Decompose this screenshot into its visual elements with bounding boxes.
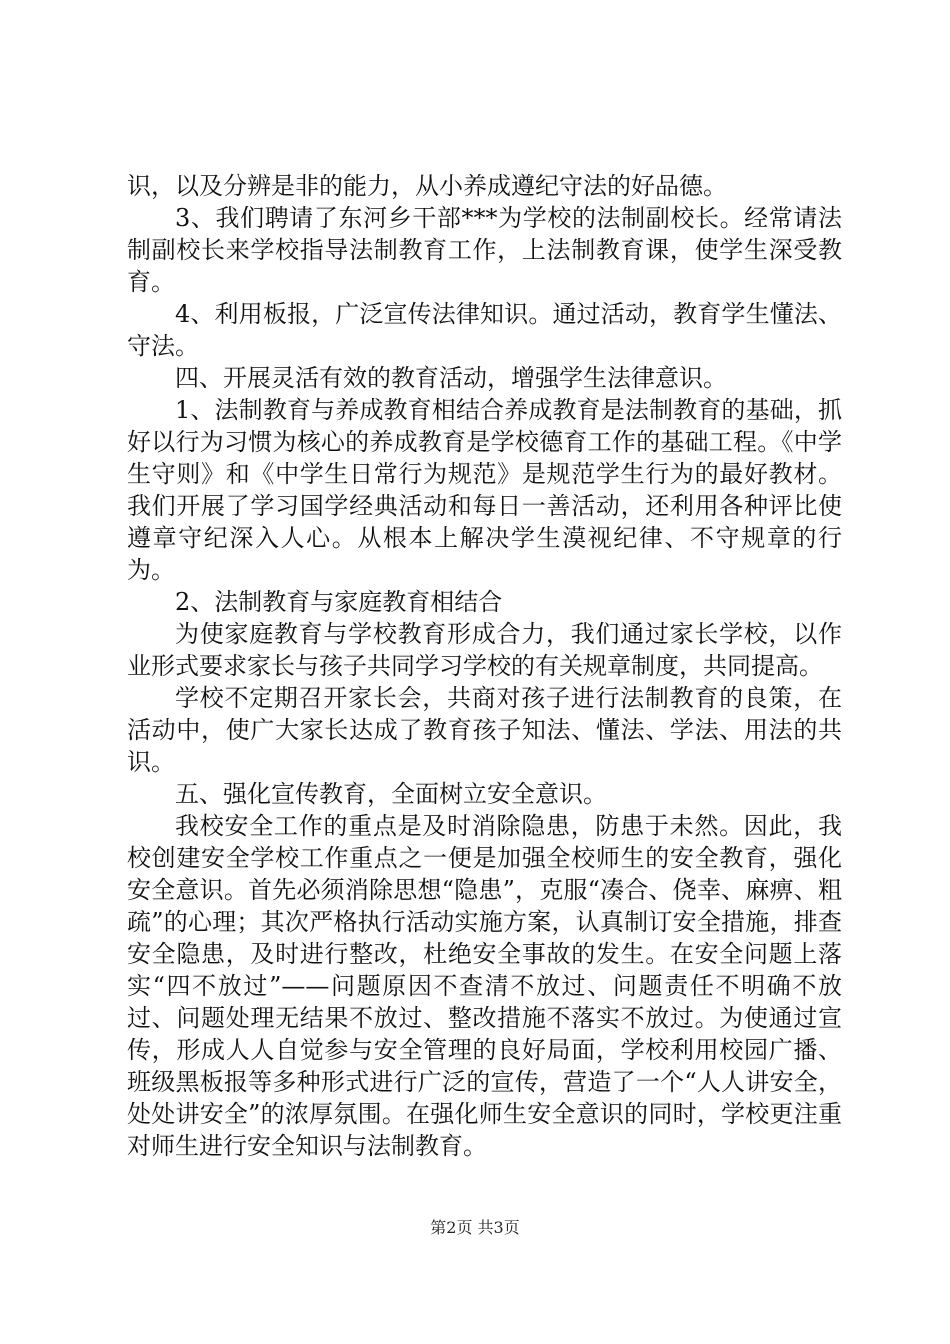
paragraph-safety-education: 我校安全工作的重点是及时消除隐患，防患于未然。因此，我校创建安全学校工作重点之一便是加强全校师生的安全教育，强化安全意识。首先必须消除思想“隐患”，克服“凑合、侥幸、麻痹、粗疏”的心理；其次严格执行活动实施方案，认真制订安全措施，排查安全隐患，及时进行整改，杜绝安全事故的发生。在安全问题上落实“四不放过”——问题原因不查清不放过、问题责任不明确不放过、问题处理无结果不放过、整改措施不落实不放过。为使通过宣传，形成人人自觉参与安全管理的良好局面，学校利用校园广播、班级黑板报等多种形式进行广泛的宣传，营造了一个“人人讲安全，处处讲安全”的浓厚氛围。在强化师生安全意识的同时，学校更注重对师生进行安全知识与法制教育。 <box>127 812 842 1160</box>
page-footer <box>0 1215 950 1238</box>
paragraph-item-4: 4、利用板报，广泛宣传法律知识。通过活动，教育学生懂法、守法。 <box>127 300 842 360</box>
paragraph-item-2-heading: 2、法制教育与家庭教育相结合 <box>175 588 503 616</box>
document-body <box>127 170 842 1162</box>
paragraph-family-education: 为使家庭教育与学校教育形成合力，我们通过家长学校，以作业形式要求家长与孩子共同学习学校的有关规章制度，共同提高。 <box>127 620 842 680</box>
section-heading-5: 五、强化宣传教育，全面树立安全意识。 <box>175 780 607 808</box>
paragraph-item-1: 1、法制教育与养成教育相结合养成教育是法制教育的基础，抓好以行为习惯为核心的养成教育是学校德育工作的基础工程。《中学生守则》和《中学生日常行为规范》是规范学生行为的最好教材。我们开展了学习国学经典活动和每日一善活动，还利用各种评比使遵章守纪深入人心。从根本上解决学生漠视纪律、不守规章的行为。 <box>127 396 842 584</box>
paragraph-continued-text: 识，以及分辨是非的能力，从小养成遵纪守法的好品德。 <box>127 172 727 200</box>
section-heading-4: 四、开展灵活有效的教育活动，增强学生法律意识。 <box>175 364 727 392</box>
page-number-label: 第2页 共3页 <box>430 1218 520 1237</box>
paragraph-item-3: 3、我们聘请了东河乡干部***为学校的法制副校长。经常请法制副校长来学校指导法制教育工作，上法制教育课，使学生深受教育。 <box>127 204 842 296</box>
paragraph-parent-meeting: 学校不定期召开家长会，共商对孩子进行法制教育的良策，在活动中，使广大家长达成了教育孩子知法、懂法、学法、用法的共识。 <box>127 684 842 776</box>
